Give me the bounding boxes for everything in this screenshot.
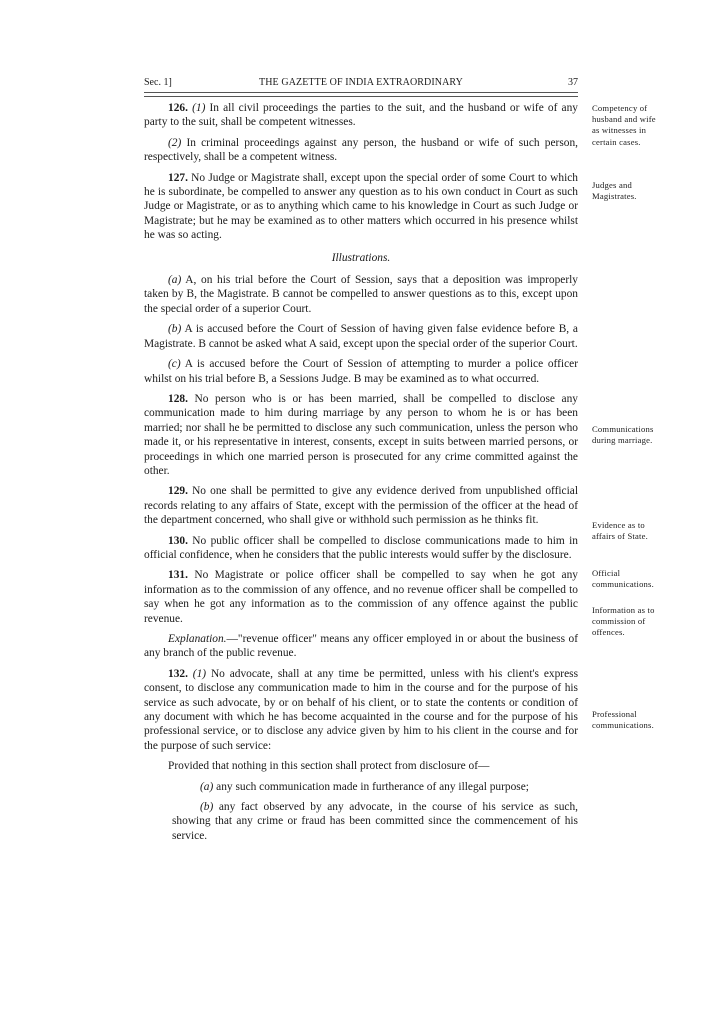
page-number: 37 (568, 77, 578, 88)
para-text: No advocate, shall at any time be permitted, unless with his client's express consent, to disclose any communication made to him in the course and for the purpose of his service as such advocate, by or on behalf of his client, or to state the contents or condition of any document with which he has become acquainted in the course and for the purpose of his professional service, or to disclose any advice given by him to his client in the course and for the purpose of such service: (144, 667, 578, 752)
clause-a (172, 780, 578, 794)
explanation (144, 632, 578, 661)
explanation-label: Explanation. (168, 633, 227, 645)
para-text: any fact observed by any advocate, in the course of his service as such, showing that any crime or fraud has been committed since the commencement of his service. (172, 801, 578, 842)
section-label: Sec. 1] (144, 77, 172, 88)
section-126-para-2 (144, 136, 578, 165)
para-text: A is accused before the Court of Session of having given false evidence before B, a Magistrate. B cannot be asked what A said, except upon the special order of the superior Court. (144, 323, 578, 350)
illustration-c (144, 357, 578, 386)
para-text: In criminal proceedings against any person, the husband or wife of such person, respectively, shall be a competent witness. (144, 136, 578, 164)
sub-number: (1) (192, 667, 207, 680)
para-text: No person who is or has been married, shall be compelled to disclose any communication made to him during marriage by any person to whom he is or has been married; nor shall he be permitted to disclose any such communication, unless the person who made it, or his representative in interest, consents, except in suits between married persons, or proceedings in which one married person is prosecuted for any crime committed against the other. (144, 392, 578, 477)
para-text: No Judge or Magistrate shall, except upon the special order of some Court to which he is subordinate, be compelled to answer any question as to his own conduct in Court as such Judge or Magistrate, or as to anything which came to his knowledge in Court as such Judge or Magistrate; but he may be examined as to other matters which occurred in his presence whilst he was so acting. (144, 171, 578, 242)
marginal-note-132: Professional communications. (592, 709, 654, 731)
gazette-title: THE GAZETTE OF INDIA EXTRAORDINARY (259, 77, 463, 88)
illustration-a (144, 273, 578, 316)
clause-label: (b) (200, 801, 214, 814)
marginal-note-126: Competency of husband and wife as witnesses in certain cases. (592, 103, 656, 147)
section-number: 127. (168, 171, 188, 184)
para-text: A is accused before the Court of Session of attempting to murder a police officer whilst on his trial before B, a Sessions Judge. B may be examined as to what occurred. (144, 358, 578, 385)
section-132-para-1 (144, 667, 578, 753)
para-text: No one shall be permitted to give any evidence derived from unpublished official records relating to any affairs of State, except with the permission of the officer at the head of the department concerned, who shall give or withhold such permission as he thinks fit. (144, 485, 578, 527)
section-number: 128. (168, 392, 188, 405)
clause-label: (a) (200, 780, 214, 793)
section-128 (144, 392, 578, 478)
para-text: —"revenue officer" means any officer employed in or about the business of any branch of the public revenue. (144, 633, 578, 660)
section-number: 131. (168, 569, 188, 582)
main-text (144, 101, 578, 849)
para-text: A, on his trial before the Court of Session, says that a deposition was improperly taken by B, the Magistrate. B cannot be compelled to answer questions as to this, except upon the special order of a superior Court. (144, 274, 578, 315)
proviso: Provided that nothing in this section shall protect from disclosure of— (168, 760, 490, 773)
sub-number: (2) (168, 136, 182, 149)
header-rule (144, 92, 578, 97)
section-126-para-1 (144, 101, 578, 130)
marginal-note-128: Communications during marriage. (592, 424, 654, 446)
para-text: any such communication made in furtherance of any illegal purpose; (213, 780, 529, 793)
marginal-note-129: Evidence as to affairs of State. (592, 520, 648, 542)
section-127 (144, 171, 578, 243)
section-number: 132. (168, 667, 188, 680)
section-129 (144, 484, 578, 527)
section-number: 126. (168, 102, 188, 114)
marginal-note-130: Official communications. (592, 568, 654, 590)
illustration-label: (b) (168, 323, 182, 336)
marginal-note-131: Information as to commission of offences. (592, 605, 655, 638)
illustration-b (144, 322, 578, 351)
illustration-label: (a) (168, 274, 182, 287)
illustrations-heading: Illustrations. (331, 251, 391, 264)
illustration-label: (c) (168, 358, 181, 371)
section-number: 130. (168, 534, 188, 547)
sub-number: (1) (192, 102, 206, 114)
marginal-note-127: Judges and Magistrates. (592, 180, 637, 202)
para-text: No Magistrate or police officer shall be compelled to say when he got any information as to the commission of any offence, and no revenue officer shall be compelled to say when he got any information as to the commission of any offence against the public revenue. (144, 569, 578, 625)
section-130 (144, 534, 578, 563)
running-header (144, 76, 578, 92)
section-131 (144, 568, 578, 626)
section-number: 129. (168, 485, 188, 498)
clause-b (172, 800, 578, 843)
para-text: No public officer shall be compelled to disclose communications made to him in official confidence, when he considers that the public interests would suffer by the disclosure. (144, 534, 578, 561)
para-text: In all civil proceedings the parties to the suit, and the husband or wife of any party to the suit, shall be competent witnesses. (144, 102, 578, 129)
